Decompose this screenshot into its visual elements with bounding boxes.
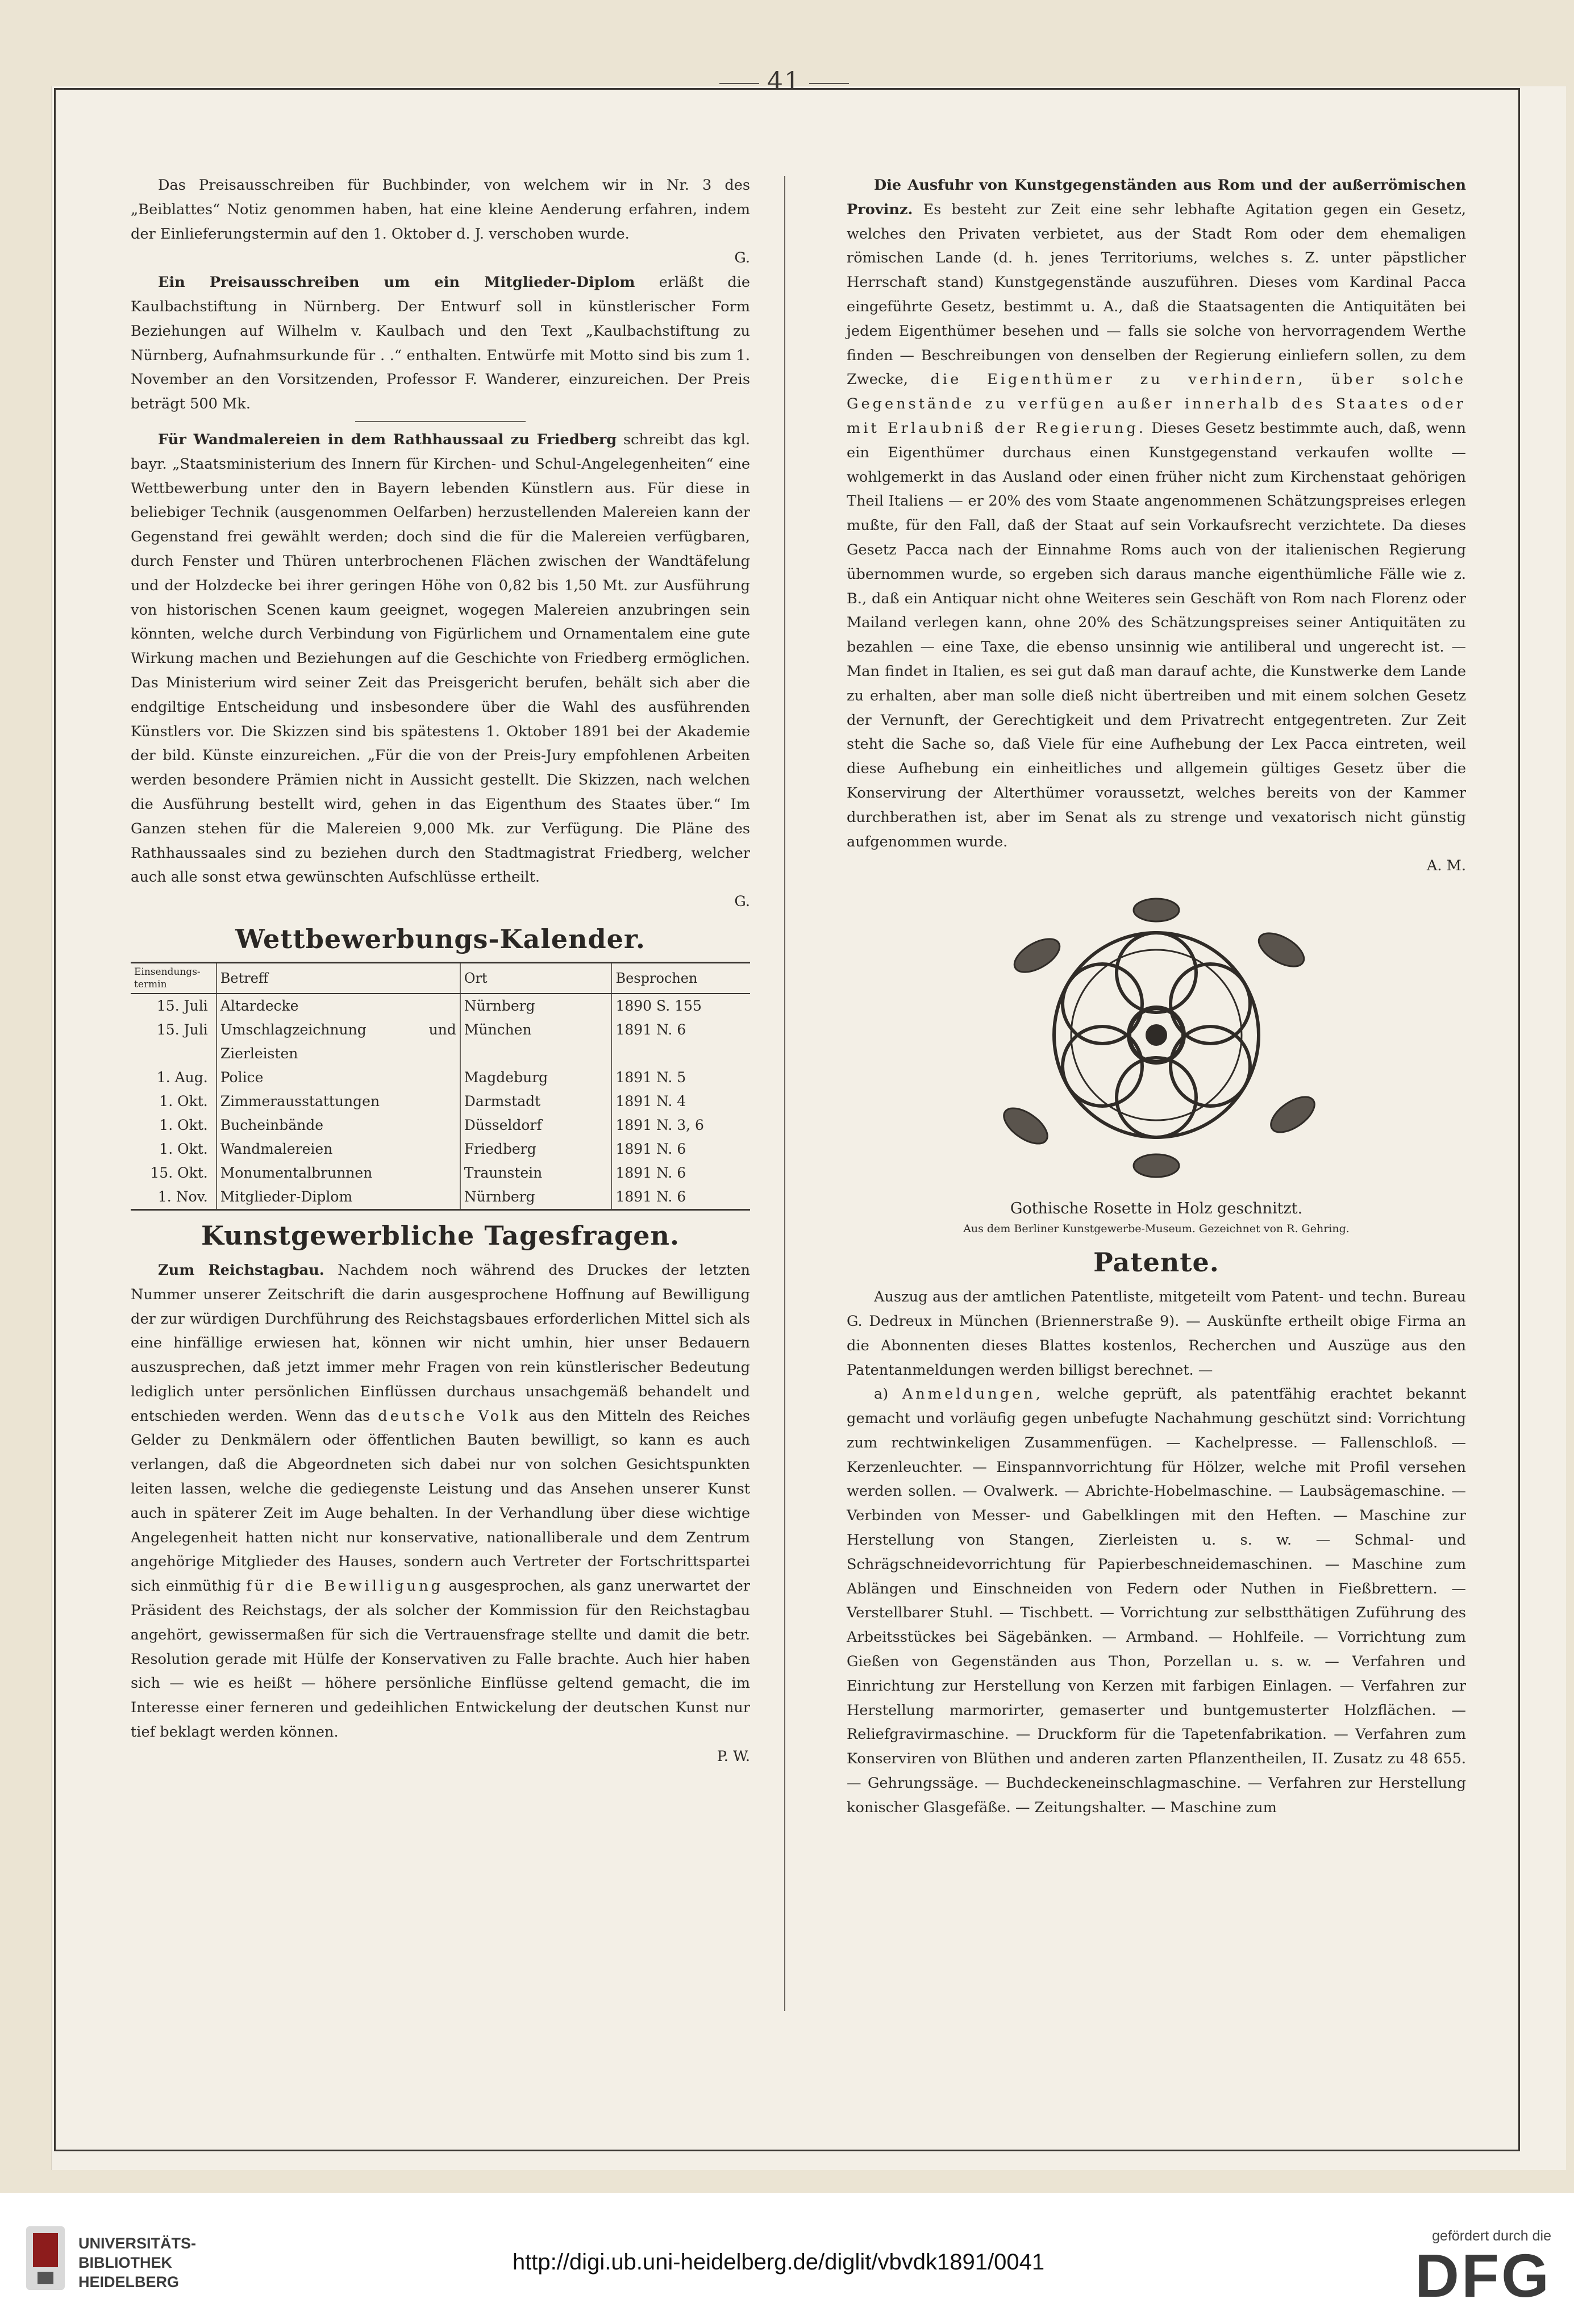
university-seal-icon (23, 2224, 68, 2292)
table-cell-betreff: Wandmalereien (216, 1137, 460, 1161)
column-divider (784, 176, 785, 2011)
dfg-logo-text: DFG (1415, 2241, 1551, 2310)
table-row (131, 1018, 750, 1066)
section-rule (355, 421, 526, 422)
article-reichstagbau (131, 1258, 750, 1745)
article-diplom (131, 270, 750, 416)
rosette-credit: Aus dem Berliner Kunstgewerbe-Museum. Gezeichnet von R. Gehring. (963, 1223, 1350, 1236)
table-row (131, 994, 750, 1018)
table-cell-termin: 1. Okt. (159, 1116, 208, 1133)
article-buchbinder (131, 173, 750, 246)
table-cell-betreff: Altardecke (216, 994, 460, 1018)
table-row (131, 1161, 750, 1185)
funder-credit (1415, 2228, 1551, 2310)
table-row (131, 1137, 750, 1161)
article-reichstagbau-text-1: Nachdem noch während des Druckes der letzten Nummer unserer Zeitschrift die darin ausgesprochene Hoffnung auf Bewilligung der zur würdigen Durchführung des Reichstagsbaues erforderlichen Mittel sich als eine hinfällige erwiesen hat, können wir nicht umhin, hier unser Bedauern auszusprechen, daß jetzt immer mehr Fragen von rein künstlerischer Bedeutung lediglich unter persönlichen Einflüssen durchaus unsachgemäß behandelt und entschieden werden. Wenn das (131, 1261, 750, 1425)
table-cell-betreff: Zimmerausstattungen (216, 1090, 460, 1113)
article-ausfuhr-spaced: die Eigenthümer zu verhindern, über solche Gegenstände zu verfügen außer innerhalb des Staates oder mit Erlaubniß der Regierung. (847, 371, 1466, 437)
rosette-leaf (1134, 1154, 1179, 1177)
right-column (847, 173, 1466, 1820)
patente-anmeldungen (847, 1382, 1466, 1820)
table-cell-besprochen: 1891 N. 6 (611, 1161, 750, 1185)
article-ausfuhr-signature: A. M. (1426, 857, 1466, 875)
rosette-leaf (998, 1101, 1053, 1151)
table-cell-ort: Nürnberg (460, 994, 612, 1018)
table-cell-besprochen: 1891 N. 6 (611, 1137, 750, 1161)
page-number-dash-left (719, 83, 759, 84)
article-ausfuhr-rom (847, 173, 1466, 854)
table-cell-besprochen: 1891 N. 5 (611, 1066, 750, 1090)
article-reichstagbau-spaced-2: für die Bewilligung (246, 1578, 444, 1595)
gothic-rosette-illustration (952, 887, 1361, 1194)
patente-intro-text: Auszug aus der amtlichen Patentliste, mitgeteilt vom Patent- und techn. Bureau G. Dedreux in München (Briennerstraße 9). — Auskünfte ertheilt obige Firma an die Abonnenten dieses Blattes kostenlos, Recherchen und Auszüge aus den Patentanmeldungen werden billigst berechnet. — (847, 1288, 1466, 1379)
article-wandmalereien-signature: G. (734, 893, 750, 911)
table-cell-ort: Magdeburg (460, 1066, 612, 1090)
table-cell-betreff: Mitglieder-Diplom (216, 1185, 460, 1210)
table-cell-besprochen: 1891 N. 6 (611, 1185, 750, 1210)
footer-bar (0, 2193, 1574, 2324)
calendar-heading: Wettbewerbungs-Kalender. (235, 923, 646, 954)
library-logo-line: UNIVERSITÄTS- (78, 2235, 197, 2252)
patente-heading: Patente. (1093, 1247, 1219, 1278)
table-row (131, 1185, 750, 1210)
rosette-leaf (1254, 927, 1309, 973)
rosette-center (1147, 1026, 1165, 1044)
article-reichstagbau-text-2: aus den Mitteln des Reiches Gelder zu Denkmälern oder öffentlichen Bauten bewilligt, so kann es auch verlangen, daß die Abgeordneten sich dabei nur von solchen Gesichtspunkten leiten lassen, welche die gediegenste Leistung und das Ansehen unserer Kunst auch in späterer Zeit im Auge behalten. In der Verhandlung über diese wichtige Angelegenheit hatten nicht nur konservative, nationalliberale und dem Zentrum angehörige Mitglieder des Hauses, sondern auch Vertreter der Fortschrittspartei sich einmüthig (131, 1407, 750, 1595)
competition-calendar-table (131, 962, 750, 1211)
article-ausfuhr-lead: Die Ausfuhr von Kunstgegenständen aus Rom und der außerrömischen Provinz. (847, 177, 1466, 218)
calendar-header-besprochen: Besprochen (611, 962, 750, 994)
table-cell-termin: 1. Nov. (131, 1185, 216, 1210)
table-cell-termin: 15. Juli (156, 997, 208, 1014)
table-cell-ort: München (460, 1018, 612, 1066)
library-logo-line: BIBLIOTHEK (78, 2254, 172, 2271)
calendar-header-termin: Einsendungs-termin (131, 962, 216, 994)
table-cell-betreff: Umschlagzeichnung und Zierleisten (216, 1018, 460, 1066)
article-diplom-lead: Ein Preisausschreiben um ein Mitglieder-Diplom (158, 274, 635, 291)
table-cell-betreff: Police (216, 1066, 460, 1090)
article-reichstagbau-lead: Zum Reichstagbau. (158, 1261, 324, 1279)
table-row (131, 1090, 750, 1113)
article-ausfuhr-text-2: Dieses Gesetz bestimmte auch, daß, wenn ein Eigenthümer durchaus einen Kunstgegenstand verkaufen wollte — wohlgemerkt in das Ausland oder einen früher nicht zum Kirchenstaat gehörigen Theil Italiens — er 20% des vom Staate angenommenen Schätzungspreises erlegen mußte, für den Fall, daß der Staat auf sein Vorkaufsrecht verzichtete. Da dieses Gesetz Pacca nach der Einnahme Roms auch von der italienischen Regierung übernommen wurde, so ergeben sich daraus manche eigenthümliche Fälle wie z. B., daß ein Antiquar nicht ohne Weiteres sein Geschäft von Rom nach Florenz oder Mailand verlegen kann, ohne 20% des Schätzungspreises seiner Antiquitäten zu bezahlen — eine Taxe, die ebenso unsinnig wie antiliberal und ungerecht ist. — Man findet in Italien, es sei gut daß man darauf achte, die Kunstwerke dem Lande zu erhalten, aber man solle dieß nicht übertreiben und mit einem solchen Gesetz der Vernunft, der Gerechtigkeit und dem Privatrecht entgegentreten. Zur Zeit steht die Sache so, daß Viele für eine Aufhebung der Lex Pacca eintreten, weil diese Aufhebung ein einheitliches und allgemein gültiges Gesetz über die Konservirung der Alterthümer voraussetzt, welches bereits von der Kammer durchberathen ist, aber im Senat als zu strenge und vexatorisch nicht günstig aufgenommen wurde. (847, 419, 1466, 850)
kunst-heading: Kunstgewerbliche Tagesfragen. (201, 1220, 680, 1251)
calendar-header-betreff: Betreff (216, 962, 460, 994)
table-cell-ort: Darmstadt (460, 1090, 612, 1113)
article-wandmalereien (131, 428, 750, 890)
table-cell-besprochen: 1891 N. 6 (611, 1018, 750, 1066)
rosette-leaf (1134, 899, 1179, 921)
table-cell-termin: 15. Juli (156, 1021, 208, 1038)
article-buchbinder-signature: G. (734, 249, 750, 267)
page-number-dash-right (809, 83, 849, 84)
rosette-caption: Gothische Rosette in Holz geschnitzt. (1010, 1200, 1303, 1218)
article-wandmalereien-lead: Für Wandmalereien in dem Rathhaussaal zu Friedberg (158, 431, 617, 448)
patente-a-prefix: a) (874, 1386, 902, 1403)
patente-a-spaced: Anmeldungen, (902, 1386, 1043, 1403)
table-cell-betreff: Monumentalbrunnen (216, 1161, 460, 1185)
article-reichstagbau-text-3: ausgesprochen, als ganz unerwartet der Präsident des Reichstags, der als solcher der Kommission für den Reichstagbau angehört, gewissermaßen für sich die Vertrauensfrage stellte und damit die betr. Resolution gerade mit Hülfe der Konservativen zu Falle brachte. Auch hier haben sich — wie es heißt — höhere persönliche Einflüsse geltend gemacht, die im Interesse einer ferneren und gedeihlichen Entwickelung der deutschen Kunst nur tief beklagt werden können. (131, 1578, 750, 1741)
calendar-header-ort: Ort (460, 962, 612, 994)
table-cell-ort: Düsseldorf (460, 1113, 612, 1137)
rosette-leaf (1009, 932, 1065, 979)
calendar-header-row (131, 962, 750, 994)
table-cell-termin: 1. Okt. (159, 1092, 208, 1109)
table-cell-termin: 1. Aug. (156, 1069, 208, 1086)
table-cell-ort: Nürnberg (460, 1185, 612, 1210)
table-cell-termin: 1. Okt. (159, 1140, 208, 1157)
article-reichstagbau-spaced-1: deutsche Volk (378, 1407, 521, 1425)
table-row (131, 1066, 750, 1090)
permalink-url[interactable]: http://digi.ub.uni-heidelberg.de/diglit/vbvdk1891/0041 (512, 2250, 1045, 2275)
patente-intro (847, 1285, 1466, 1382)
library-logo-text (78, 2234, 196, 2292)
table-cell-ort: Traunstein (460, 1161, 612, 1185)
article-ausfuhr-text-1: Es besteht zur Zeit eine sehr lebhafte Agitation gegen ein Gesetz, welches den Privaten verbietet, aus der Stadt Rom oder dem ehemaligen römischen Lande (d. h. jenes Territoriums, welches s. Z. unter päpstlicher Herrschaft stand) Kunstgegenstände auszuführen. Dieses vom Kardinal Pacca eingeführte Gesetz, bestimmt u. A., daß die Staatsagenten die Antiquitäten bei jedem Eigenthümer besehen und — falls sie solche von hervorragendem Werthe finden — Beschreibungen von denselben der Regierung einliefern sollen, zu dem Zwecke, (847, 201, 1466, 389)
patente-a-text: welche geprüft, als patentfähig erachtet bekannt gemacht und vorläufig gegen unbefugte Nachahmung geschützt sind: Vorrichtung zum rechtwinkeligen Zusammenfügen. — Kachelpresse. — Fallenschloß. — Kerzenleuchter. — Einspannvorrichtung für Hölzer, welche mit Profil versehen werden sollen. — Ovalwerk. — Abrichte-Hobelmaschine. — Laubsägemaschine. — Verbinden von Messer- und Gabelklingen mit den Heften. — Maschine zur Herstellung von Stangen, Zierleisten u. s. w. — Schmal- und Schrägschneidevorrichtung für Papierbeschneidemaschinen. — Maschine zum Ablängen und Einschneiden von Federn oder Nuthen in Fießbrettern. — Verstellbarer Stuhl. — Tischbett. — Vorrichtung zur selbstthätigen Zuführung des Arbeitsstückes bei Sägebänken. — Armband. — Hohlfeile. — Vorrichtung zum Gießen von Gegenständen aus Thon, Porzellan u. s. w. — Verfahren und Einrichtung zur Herstellung von Kerzen mit farbigen Einlagen. — Verfahren zur Herstellung marmorirter, gemaserter und buntgemusterter Holzflächen. — Reliefgravirmaschine. — Druckform für die Tapetenfabrikation. — Verfahren zum Konserviren von Blüthen und anderen zarten Pflanzentheilen, II. Zusatz zu 48 655. — Gehrungssäge. — Buchdeckeneinschlagmaschine. — Verfahren zur Herstellung konischer Glasgefäße. — Zeitungshalter. — Maschine zum (847, 1386, 1466, 1816)
article-diplom-text: erläßt die Kaulbachstiftung in Nürnberg. Der Entwurf soll in künstlerischer Form Beziehungen auf Wilhelm v. Kaulbach und den Text „Kaulbachstiftung zu Nürnberg, Aufnahmsurkunde für . .“ enthalten. Entwürfe mit Motto sind bis zum 1. November an den Vorsitzenden, Professor F. Wanderer, einzureichen. Der Preis beträgt 500 Mk. (131, 274, 750, 413)
table-cell-besprochen: 1890 S. 155 (611, 994, 750, 1018)
left-column (131, 173, 750, 1769)
table-cell-ort: Friedberg (460, 1137, 612, 1161)
library-logo-line: HEIDELBERG (78, 2273, 180, 2290)
article-wandmalereien-text: schreibt das kgl. bayr. „Staatsministerium des Innern für Kirchen- und Schul-Angelegenheiten“ eine Wettbewerbung unter den in Bayern lebenden Künstlern aus. Für diese in beliebiger Technik (ausgenommen Oelfarben) herzustellenden Malereien kann der Gegenstand frei gewählt werden; doch sind die für die Malereien verfügbaren, durch Fenster und Thüren unterbrochenen Flächen zwischen der Wandtäfelung und der Holzdecke bei ihrer geringen Höhe von 0,82 bis 1,50 Mt. zur Ausführung von historischen Scenen kaum geeignet, wogegen Malereien anzubringen sein könnten, welche durch Verbindung von Figürlichem und Ornamentalem eine gute Wirkung machen und Beziehungen auf die Geschichte von Friedberg ermöglichen. Das Ministerium wird seiner Zeit das Preisgericht berufen, behält sich aber die endgiltige Entscheidung und insbesondere über die Wahl des ausführenden Künstlers vor. Die Skizzen sind bis spätestens 1. Oktober 1891 bei der Akademie der bild. Künste einzureichen. „Für die von der Preis-Jury empfohlenen Arbeiten werden besondere Prämien nicht in Aussicht gestellt. Die Skizzen, nach welchen die Ausführung bestellt wird, gehen in das Eigenthum des Staates über.“ Im Ganzen stehen für die Malereien 9,000 Mk. zur Verfügung. Die Pläne des Rathhaussaales sind zu beziehen durch den Stadtmagistrat Friedberg, welcher auch alle sonst etwa gewünschten Aufschlüsse ertheilt. (131, 431, 750, 886)
funded-by-text: gefördert durch die (1432, 2228, 1551, 2244)
article-reichstagbau-signature: P. W. (717, 1747, 750, 1765)
rosette-leaf (1265, 1090, 1320, 1140)
table-row (131, 1113, 750, 1137)
article-buchbinder-text: Das Preisausschreiben für Buchbinder, von welchem wir in Nr. 3 des „Beiblattes“ Notiz genommen haben, hat eine kleine Aenderung erfahren, indem der Einlieferungstermin auf den 1. Oktober d. J. verschoben wurde. (131, 177, 750, 243)
table-cell-termin: 15. Okt. (150, 1164, 208, 1181)
page-number-text: 41 (767, 67, 801, 96)
table-cell-betreff: Bucheinbände (216, 1113, 460, 1137)
table-cell-besprochen: 1891 N. 4 (611, 1090, 750, 1113)
table-cell-besprochen: 1891 N. 3, 6 (611, 1113, 750, 1137)
